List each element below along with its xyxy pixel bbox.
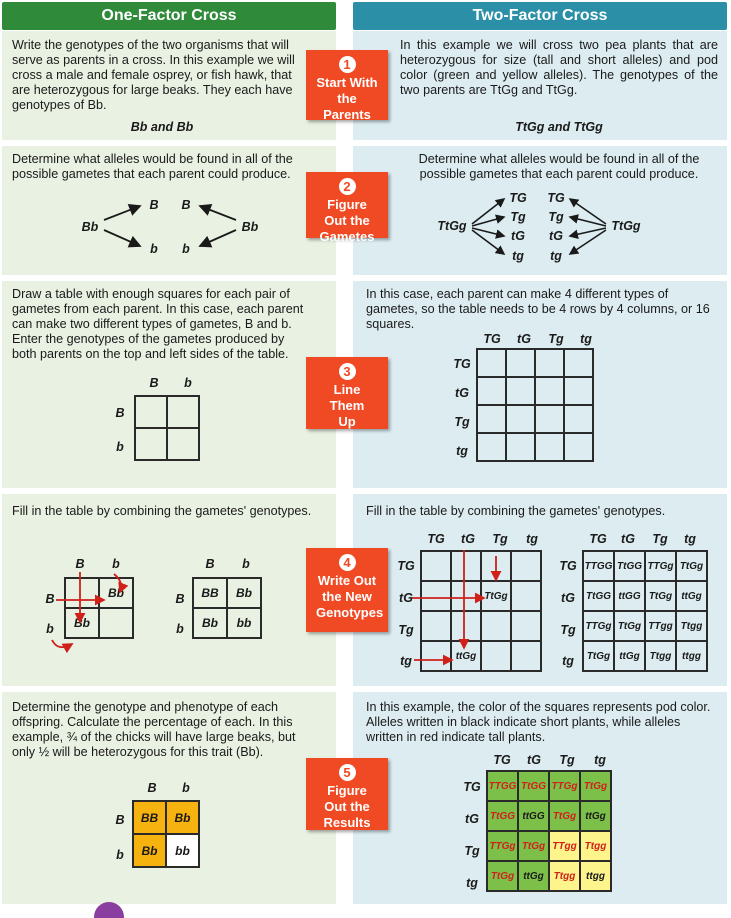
cell: TTGg <box>645 551 676 581</box>
step-1-title: Start With the Parents <box>316 75 378 122</box>
s3-two-col-TG: TG <box>483 332 501 346</box>
cell: ttGg <box>580 801 611 831</box>
s3-two-row-Tg: Tg <box>454 415 470 429</box>
cell: ttGg <box>518 861 549 891</box>
two-gamete-tG-2: tG <box>549 229 563 243</box>
two-factor-parents: TtGg and TtGg <box>515 120 603 134</box>
one-factor-step1-text: Write the genotypes of the two organisms that will serve as parents in a cross. In this example we will cross a male and female osprey, or fish hawk, that are heterozygous for large beaks. They each have genotypes of Bb. <box>12 38 295 112</box>
s4-ex-row-b: b <box>46 622 54 636</box>
one-factor-step2-text: Determine what alleles would be found in all of the possible gametes that each parent could produce. <box>12 152 293 181</box>
step-5-number: 5 <box>339 764 356 781</box>
cell: Bb <box>193 608 227 638</box>
s4-two-row-tg: tg <box>562 654 574 668</box>
s4-two-ex-col-TG: TG <box>427 532 445 546</box>
cell: bb <box>227 608 261 638</box>
s3-row-B: B <box>115 406 125 420</box>
cell: TtGG <box>614 551 645 581</box>
two-gamete-parent-left: TtGg <box>437 219 467 233</box>
s5-two-col-TG: TG <box>493 753 511 767</box>
s4-two-ex-row-Tg: Tg <box>398 623 414 637</box>
s5-two-row-TG: TG <box>463 780 481 794</box>
s4-two-col-TG: TG <box>589 532 607 546</box>
cell: TtGg <box>487 861 518 891</box>
step-4-badge <box>306 548 388 632</box>
cell: TtGg <box>518 831 549 861</box>
s4-two-ex-col-Tg: Tg <box>492 532 508 546</box>
one-factor-results-punnett <box>132 800 200 868</box>
one-factor-step4-text: Fill in the table by combining the gametes' genotypes. <box>12 504 312 518</box>
cell: BB <box>193 578 227 608</box>
two-gamete-TG-2: TG <box>547 191 565 205</box>
step-3-title: Line Them Up <box>329 382 365 429</box>
cell: ttgg <box>580 861 611 891</box>
gamete-b-2: b <box>182 242 190 256</box>
cell: Ttgg <box>645 641 676 671</box>
s4-two-row-TG: TG <box>559 559 577 573</box>
s3-two-col-tG: tG <box>517 332 531 346</box>
cell: BB <box>133 801 166 834</box>
s5-two-col-tG: tG <box>527 753 541 767</box>
cell: Ttgg <box>580 831 611 861</box>
cell: TTGg <box>487 831 518 861</box>
s5-col-B: B <box>147 781 157 795</box>
s4-two-ex-row-tG: tG <box>399 591 413 605</box>
cell: TtGG <box>518 771 549 801</box>
gamete-parent-right: Bb <box>241 220 259 234</box>
cell: ttGg <box>614 641 645 671</box>
cell: TtGG <box>487 801 518 831</box>
two-factor-filled-punnett <box>582 550 708 672</box>
cell: Bb <box>227 578 261 608</box>
gamete-B-1: B <box>149 198 159 212</box>
s5-col-b: b <box>182 781 190 795</box>
s3-col-B: B <box>149 376 159 390</box>
s4-ex-col-B: B <box>75 557 85 571</box>
one-factor-step5-text: Determine the genotype and phenotype of each offspring. Calculate the percentage of each. In this example, ¾ of the chicks will have large beaks, but only ½ will be heterozygous for this trait (Bb). <box>12 700 296 759</box>
s4-two-col-tg: tg <box>684 532 696 546</box>
s3-two-row-TG: TG <box>453 357 471 371</box>
s3-two-col-Tg: Tg <box>548 332 564 346</box>
two-gamete-parent-right: TtGg <box>611 219 641 233</box>
cell: Bb <box>166 801 199 834</box>
step-5-badge <box>306 758 388 830</box>
two-factor-step2-text: Determine what alleles would be found in all of the possible gametes that each parent could produce. <box>418 152 700 181</box>
step-2-title: Figure Out the Gametes <box>319 197 375 244</box>
cell: TtGG <box>583 581 614 611</box>
step-4-number: 4 <box>339 554 356 571</box>
two-gamete-Tg-2: Tg <box>548 210 564 224</box>
two-factor-step3-text: In this case, each parent can make 4 different types of gametes, so the table needs to be 4 rows by 4 columns, or 16 squares. <box>366 287 710 331</box>
s4-two-ex-row-tg: tg <box>400 654 412 668</box>
cell: TTGG <box>487 771 518 801</box>
s5-two-row-Tg: Tg <box>464 844 480 858</box>
s5-row-B: B <box>115 813 125 827</box>
s4-two-ex-col-tG: tG <box>461 532 475 546</box>
s4-two-col-Tg: Tg <box>652 532 668 546</box>
two-gamete-Tg-1: Tg <box>510 210 526 224</box>
cell: TTGg <box>549 771 580 801</box>
two-factor-results-punnett <box>486 770 612 892</box>
gamete-parent-left: Bb <box>81 220 99 234</box>
cell: Bb <box>65 608 99 638</box>
two-gamete-TG-1: TG <box>509 191 527 205</box>
cell: ttGg <box>451 641 481 671</box>
s3-two-row-tG: tG <box>455 386 469 400</box>
cell: TtGg <box>583 641 614 671</box>
cell: TTgg <box>549 831 580 861</box>
s5-two-row-tg: tg <box>466 876 478 890</box>
step-2-number: 2 <box>339 178 356 195</box>
cell: TtGg <box>645 581 676 611</box>
s4-two-row-Tg: Tg <box>560 623 576 637</box>
cell: TTGG <box>583 551 614 581</box>
two-gamete-tg-2: tg <box>550 249 562 263</box>
header-one-factor: One-Factor Cross <box>2 2 336 30</box>
s4-row-b: b <box>176 622 184 636</box>
step-3-number: 3 <box>339 363 356 380</box>
cell: Bb <box>133 834 166 867</box>
two-gamete-tG-1: tG <box>511 229 525 243</box>
header-two-factor: Two-Factor Cross <box>353 2 727 30</box>
cell: ttgg <box>676 641 707 671</box>
s4-col-B: B <box>205 557 215 571</box>
cell: Ttgg <box>676 611 707 641</box>
cell: ttGg <box>676 581 707 611</box>
cell: TtGg <box>614 611 645 641</box>
s3-two-row-tg: tg <box>456 444 468 458</box>
s5-two-col-Tg: Tg <box>559 753 575 767</box>
s4-two-col-tG: tG <box>621 532 635 546</box>
cell: TTgg <box>645 611 676 641</box>
s3-row-b: b <box>116 440 124 454</box>
s5-two-col-tg: tg <box>594 753 606 767</box>
s4-col-b: b <box>242 557 250 571</box>
one-factor-parents: Bb and Bb <box>130 120 194 134</box>
cell: TTGg <box>583 611 614 641</box>
gamete-B-2: B <box>181 198 191 212</box>
step-1-number: 1 <box>339 56 356 73</box>
two-factor-step5-text: In this example, the color of the squares represents pod color. Alleles written in black indicate short plants, while alleles written in red indicate tall plants. <box>366 700 711 744</box>
step-5-title: Figure Out the Results <box>323 783 371 830</box>
cell: TtGg <box>676 551 707 581</box>
step-4-title: Write Out the New Genotypes <box>316 573 384 620</box>
two-factor-step4-text: Fill in the table by combining the gametes' genotypes. <box>366 504 666 518</box>
s4-row-B: B <box>175 592 185 606</box>
two-factor-step1-text: In this example we will cross two pea plants that are heterozygous for size (tall and short alleles) and pod color (green and yellow alleles). The genotypes of the two parents are TtGg and TtGg. <box>400 38 718 97</box>
s5-two-row-tG: tG <box>465 812 479 826</box>
s3-two-col-tg: tg <box>580 332 592 346</box>
one-factor-step3-text: Draw a table with enough squares for each pair of gametes from each parent. In this case, each parent can make two different types of gametes, B and b. Enter the genotypes of the gametes produced by both parents on the top and left sides of the table. <box>12 287 304 361</box>
s3-col-b: b <box>184 376 192 390</box>
s4-two-ex-col-tg: tg <box>526 532 538 546</box>
s5-row-b: b <box>116 848 124 862</box>
gamete-b-1: b <box>150 242 158 256</box>
s4-two-row-tG: tG <box>561 591 575 605</box>
cell: bb <box>166 834 199 867</box>
cell: TtGg <box>580 771 611 801</box>
cell: Bb <box>99 578 133 608</box>
s4-two-ex-row-TG: TG <box>397 559 415 573</box>
two-gamete-tg-1: tg <box>512 249 524 263</box>
cell: TtGg <box>549 801 580 831</box>
cell: ttGG <box>614 581 645 611</box>
s4-ex-row-B: B <box>45 592 55 606</box>
cell: ttGG <box>518 801 549 831</box>
cell: Ttgg <box>549 861 580 891</box>
cell: TtGg <box>481 581 511 611</box>
s4-ex-col-b: b <box>112 557 120 571</box>
